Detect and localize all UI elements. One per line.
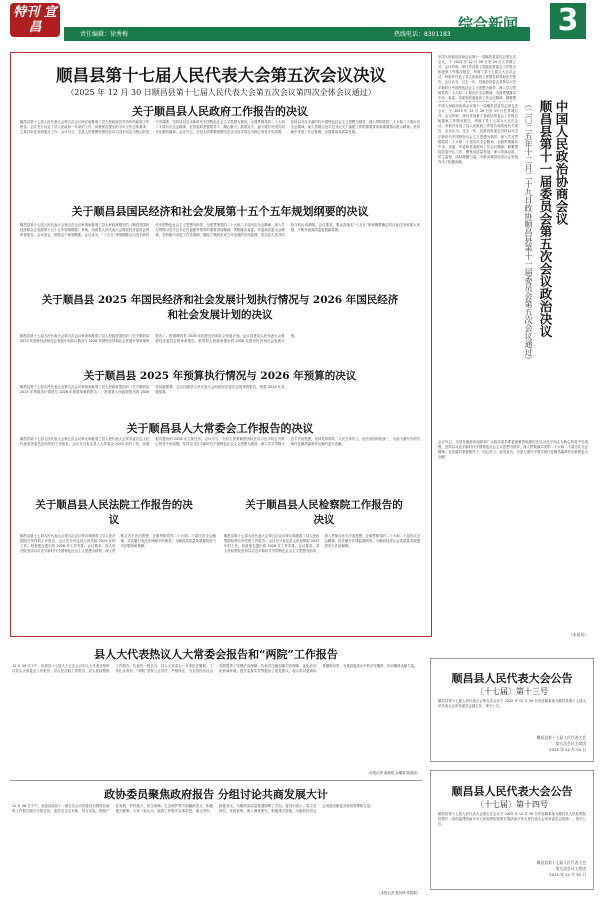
resolution-title-7: 关于顺昌县人民检察院工作报告的决议 [245, 499, 403, 526]
story1-headline: 县人大代表热议人大常委会报告和“两院”工作报告 [94, 648, 338, 661]
section-name: 综合新闻 [458, 15, 519, 33]
cppcc-title-line-1: 中国人民政治协商会议 [554, 100, 569, 225]
editor-credit: 责任编辑：徐秀梅 [80, 31, 129, 38]
divider [10, 780, 422, 781]
announcement1-text: 顺昌县第十七届人民代表大会第五次会议于 2025 年 12 月 30 日补选陈某某为顺昌县第十七届人民代表大会常务委员会副主任。现予公告。 [438, 699, 586, 709]
cppcc-text-bottom: 会议号召，全县各级政协组织和广大政协委员要更加紧密地团结在以习近平同志为核心的党中央周围，坚持以习近平新时代中国特色社会主义思想为指导，深入贯彻落实党的二十大和二十届历次全会精神，在县委的坚强领导下，同心协力、奋发有为，为奋力谱写中国式现代化顺昌篇章作出新的更大贡献！ [438, 440, 588, 460]
cppcc-signature: （本报讯） [569, 632, 588, 637]
announcement2-title: 顺昌县人民代表大会公告 [451, 785, 573, 798]
page-number: 3 [550, 3, 586, 39]
cppcc-title-line-2: 顺昌县第十一届委员会第五次会议政治决议 [538, 100, 553, 338]
resolution-title-6: 关于顺昌县人民法院工作报告的决议 [35, 499, 193, 526]
announcement2-text: 顺昌县第十七届人民代表大会第五次会议于 2025 年 12 月 30 日补选陈某某为顺昌县人民检察院检察长（须经福建省南平市人民检察院检察长提请南平市人民代表大会常务委员会批准）。现予公告。 [438, 812, 586, 827]
announcement2-sign2: 第五次会议主席团 [555, 866, 586, 871]
story2-headline: 政协委员聚焦政府报告 分组讨论共商发展大计 [104, 788, 328, 801]
announcement1-number: 〔十七届〕第十三号 [476, 687, 548, 696]
announcement1-sign2: 第五次会议主席团 [555, 741, 586, 746]
cppcc-text-top-left: 中国人民政治协商会议第十一届顺昌县委员会第五次会议，于 2025 年 12 月 26 日至 29 日在县城召开。会议听取、审议并同意了县政协常委会工作报告和提案工作情况报告，列席了县十七届人大五次会议，听取并讨论了县人民政府工作报告和其他有关报告。会议认为，过去一年，县政协常委会坚持以习近平新时代中国特色社会主义思想为指导，深入学习贯彻党的二十大和二十届历次全会精神，全面贯彻落实中央、省委、市委和县委政协工作会议精神，紧紧围 [438, 55, 516, 100]
resolution-text-2: 顺昌县第十七届人民代表大会第五次会议审查和批准了县人民政府提出的《顺昌县国民经济和社会发展第十五个五年规划纲要》草案，同意县人民代表大会财政经济委员会的审查报告。会议决定，批准这个规划纲要。会议认为，“十五五”规划纲要以习近平新时代中国特色社会主义思想为指导，全面贯彻党的二十大和二十届历次全会精神，深入学习贯彻习近平总书记在福建考察时的重要讲话精神，贯彻落实省委、市委和县委全会精神，坚持稳中求进工作总基调，描绘了顺昌未来五年发展的宏伟蓝图，是全县人民共同奋斗的行动纲领。会议要求，要认真落实“十五五”规划纲要确定的目标任务和重大举措，不断开创高质量发展新局面。 [20, 223, 420, 238]
announcement1-title: 顺昌县人民代表大会公告 [451, 672, 573, 685]
announcement2-date: 2025 年 12 月 30 日 [549, 872, 586, 877]
main-headline: 顺昌县第十七届人民代表大会第五次会议决议 [56, 66, 386, 85]
story2-body: 12 月 28 日下午，参加县政协十一届五次会议的委员们围绕县政府工作报告展开分组讨论。委员们立足本职、结合实际，围绕产业发展、乡村振兴、民生保障、生态保护等方面踊跃发言，积极建言献策。大家一致认为，政府工作报告实事求是、重点突出、措施务实，为顺昌高质量发展指明了方向。委员们表示，将立足岗位、发挥优势，深入调查研究，积极建言资政，为顺昌经济社会发展贡献更多政协智慧和力量。 [12, 804, 374, 814]
hotline: 热线电话：8301183 [394, 31, 451, 38]
cppcc-text-main: 中国人民政治协商会议第十一届顺昌县委员会第五次会议，于 2025 年 12 月 26 日至 29 日在县城召开。会议听取、审议并同意了县政协常委会工作报告和提案工作情况报告，列席了县十七届人大五次会议，听取并讨论了县人民政府工作报告和其他有关报告。会议认为，过去一年，县政协常委会坚持以习近平新时代中国特色社会主义思想为指导，深入学习贯彻党的二十大和二十届历次全会精神，全面贯彻落实中央、省委、市委和县委政协工作会议精神，紧紧围绕县委中心工作，聚焦高质量发展，深入协商议政、民主监督，团结凝聚力量，为推动顺昌经济社会发展作出了积极贡献。 [438, 104, 518, 165]
story1-byline: （本报记者 姜晓悦 余曦夏 陈毅瑶） [365, 771, 420, 775]
announcement1-sign1: 顺昌县第十七届人民代表大会 [536, 735, 586, 740]
announcement1-date: 2025 年 12 月 30 日 [549, 747, 586, 752]
resolution-text-1: 顺昌县第十七届人民代表大会第五次会议审议和批准了县人民政府县长所作的政府工作报告。会议充分肯定了县人民政府一年来的工作，同意报告提出的今年工作总体要求、主要目标任务和重点工作。会议号召，全县人民要紧密团结在以习近平同志为核心的党中央周围，坚持以习近平新时代中国特色社会主义思想为指导，全面贯彻党的二十大和二十届历次全会精神，在县委的坚强领导下，凝心聚力、真抓实干，奋力谱写中国式现代化顺昌篇章。会议号召，全县人民要紧密团结在以习近平同志为核心的党中央周围，坚持以习近平新时代中国特色社会主义思想为指导，深入贯彻党的二十大和二十届历次全会精神，深入贯彻习近平总书记关于福建工作的重要讲话和重要指示批示精神，坚持稳中求进工作总基调，全面推动高质量发展。 [20, 120, 420, 135]
resolution-title-2: 关于顺昌县国民经济和社会发展第十五个五年规划纲要的决议 [71, 205, 369, 218]
announcement2-sign1: 顺昌县第十七届人民代表大会 [536, 860, 586, 865]
resolution-title-5: 关于顺昌县人大常委会工作报告的决议 [126, 422, 314, 435]
cppcc-subtitle: （二〇二五年十二月二十九日政协顺昌县第十一届委员会第五次会议通过） [524, 100, 533, 364]
resolution-text-4: 顺昌县第十七届人民代表大会第五次会议审查和批准了县人民政府提出的《关于顺昌县 2025 年预算执行情况与 2026 年预算草案的报告》，批准县人民政府提出的 2026 年县级预算。会议同意县人民代表大会财政经济委员会的审查报告，批准 2026 年县级预算。 [20, 385, 285, 395]
resolution-text-5: 顺昌县第十七届人民代表大会第五次会议审议和批准了县人民代表大会常务委员会主任代表常务委员会所作的工作报告。会议充分肯定县人大常委会 2025 年的工作，同意报告提出的 2026 年主要任务。会议号召，全县人民要紧密团结在以习近平同志为核心的党中央周围，坚持以习近平新时代中国特色社会主义思想为指导，深入学习贯彻习近平法治思想，坚持党的领导、人民当家作主、依法治国有机统一，为奋力谱写中国式现代化顺昌篇章作出新的更大贡献。 [20, 437, 420, 447]
announcement2-number: 〔十七届〕第十四号 [476, 800, 548, 809]
main-subtitle: （2025 年 12 月 30 日顺昌县第十七届人民代表大会第五次会议第四次全体会议通过） [66, 88, 376, 97]
resolution-text-6: 顺昌县第十七届人民代表大会第五次会议审议和批准了县人民法院院长所作的工作报告。会议充分肯定县人民法院 2025 年的工作，同意报告提出的 2026 年工作安排。会议要求，县人民法院坚持以习近平新时代中国特色社会主义思想为指导，深入贯彻习近平法治思想，全面贯彻党的二十大和二十届历次全会精神，忠实履行宪法法律赋予的职责，为顺昌高质量发展提供有力司法服务和保障。 [20, 534, 216, 554]
resolution-title-4: 关于顺昌县 2025 年预算执行情况与 2026 年预算的决议 [83, 370, 357, 382]
resolution-text-3: 顺昌县第十七届人民代表大会第五次会议审查和批准了县人民政府提出的《关于顺昌县 2025 年国民经济和社会发展计划执行情况与 2026 年国民经济和社会发展计划草案的报告》，批准顺昌县 2026 年国民经济和社会发展计划。会议同意县人民代表大会财政经济委员会的审查报告，批准县人民政府提出的 2026 年国民经济和社会发展计划。 [20, 334, 298, 344]
newspaper-logo: 特刊 宣昌 [10, 3, 60, 37]
story2-byline: （本报记者 曾祈坡 张阳妮） [377, 891, 420, 895]
resolution-title-3: 关于顺昌县 2025 年国民经济和社会发展计划执行情况与 2026 年国民经济和社会发展计划的决议 [41, 294, 399, 321]
resolution-text-7: 顺昌县第十七届人民代表大会第五次会议审议和批准了县人民检察院检察长所作的工作报告。会议充分肯定县人民检察院 2025 年的工作，同意报告提出的 2026 年工作安排。会议要求，县人民检察院坚持以习近平新时代中国特色社会主义思想为指导，深入贯彻习近平法治思想，全面贯彻党的二十大和二十届历次全会精神，依法履行法律监督职责，为顺昌经济社会高质量发展提供有力法治保障。 [224, 534, 420, 554]
resolution-title-1: 关于顺昌县人民政府工作报告的决议 [132, 105, 308, 118]
story1-body: 12 月 29 日下午，出席县十七届人大五次会议的人大代表分组审议县人大常委会工作报告、县人民法院工作报告、县人民检察院工作报告。代表们一致认为，县人大常委会一年来依法履职，工作扎实有效；“两院”坚持公正司法、严格执法，为全县经济社会发展提供了坚强法治保障。代表们还就加强司法保障、优化法治化营商环境、提升监督实效等提出了意见建议，表示将以更高标准履职尽责，为建设更高水平的平安顺昌、法治顺昌贡献力量。 [12, 664, 418, 674]
